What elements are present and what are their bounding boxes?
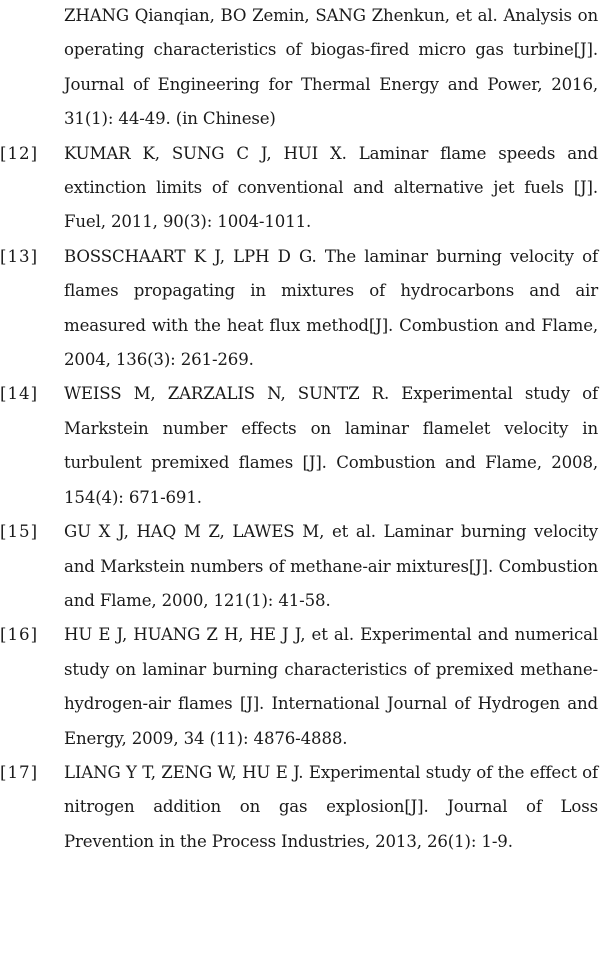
reference-item [0, 377, 600, 515]
reference-number: [17] [0, 762, 39, 782]
reference-text: HU E J, HUANG Z H, HE J J, et al. Experimental and numerical study on laminar burning characteristics of premixed methane-hydrogen-air flames [J]. International Journal of Hydrogen and Energy, 2009, 34 (11): 4876-4888. [64, 625, 598, 748]
reference-text: WEISS M, ZARZALIS N, SUNTZ R. Experimental study of Markstein number effects on laminar flamelet velocity in turbulent premixed flames [J]. Combustion and Flame, 2008, 154(4): 671-691. [64, 384, 598, 507]
reference-text: KUMAR K, SUNG C J, HUI X. Laminar flame speeds and extinction limits of conventional and alternative jet fuels [J]. Fuel, 2011, 90(3): 1004-1011. [64, 143, 598, 232]
reference-number: [14] [0, 384, 39, 404]
reference-text: ZHANG Qianqian, BO Zemin, SANG Zhenkun, et al. Analysis on operating characteristics of biogas-fired micro gas turbine[J]. Journal of Engineering for Thermal Energy and Power, 2016, 31(1): 44-49. (in Chinese) [64, 6, 598, 129]
reference-item [0, 618, 600, 756]
reference-item [0, 756, 600, 859]
reference-text: BOSSCHAART K J, LPH D G. The laminar burning velocity of flames propagating in mixtures of hydrocarbons and air measured with the heat flux method[J]. Combustion and Flame, 2004, 136(3): 261-269. [64, 246, 598, 370]
reference-item [0, 137, 600, 240]
reference-number: [15] [0, 522, 39, 542]
reference-number: [12] [0, 143, 39, 163]
reference-number: [13] [0, 246, 39, 266]
reference-number: [16] [0, 625, 39, 645]
reference-text: GU X J, HAQ M Z, LAWES M, et al. Laminar burning velocity and Markstein numbers of methane-air mixtures[J]. Combustion and Flame, 2000, 121(1): 41-58. [64, 522, 598, 610]
reference-item [0, 515, 600, 618]
reference-text: LIANG Y T, ZENG W, HU E J. Experimental study of the effect of nitrogen addition on gas explosion[J]. Journal of Loss Prevention in the Process Industries, 2013, 26(1): 1-9. [64, 762, 598, 851]
reference-item [0, 240, 600, 378]
reference-item [0, 0, 600, 137]
